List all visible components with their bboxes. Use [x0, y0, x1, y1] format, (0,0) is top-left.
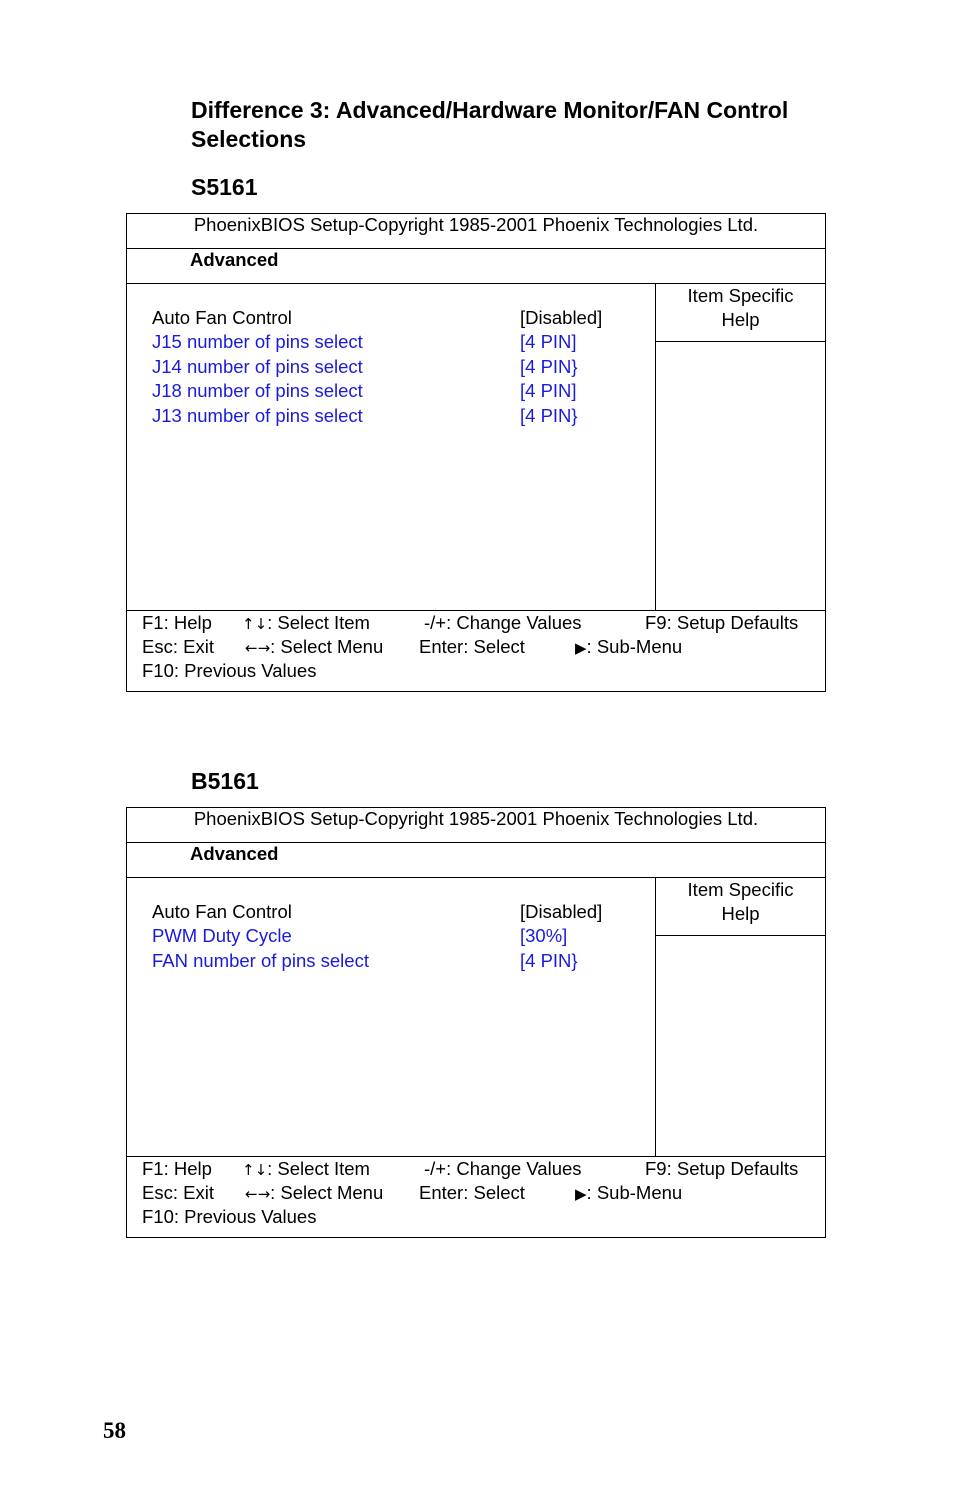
setting-auto-fan-control[interactable] — [152, 900, 652, 924]
key-f1-help: F1: Help — [142, 612, 212, 633]
help-title-line2: Help — [721, 903, 760, 924]
menu-advanced[interactable]: Advanced — [190, 843, 279, 864]
bios-title-bar — [127, 214, 825, 249]
setting-fan-pins[interactable] — [152, 949, 652, 973]
help-title-line1: Item Specific — [687, 285, 794, 306]
bios-footer — [127, 611, 825, 693]
bios-title: PhoenixBIOS Setup-Copyright 1985-2001 Phoenix Technologies Ltd. — [193, 808, 759, 829]
bios-menu-bar — [127, 249, 825, 284]
settings-panel — [127, 878, 655, 1156]
setting-label: J15 number of pins select — [152, 331, 363, 352]
bios-menu-bar — [127, 843, 825, 878]
key-select-item-label: : Select Item — [267, 612, 370, 633]
setting-value[interactable]: [4 PIN} — [520, 356, 578, 377]
key-esc-exit: Esc: Exit — [142, 1182, 214, 1203]
bios-title-bar — [127, 808, 825, 843]
key-select-item — [242, 1157, 370, 1182]
settings-panel — [127, 284, 655, 610]
key-f10-previous: F10: Previous Values — [142, 1206, 317, 1227]
setting-label: PWM Duty Cycle — [152, 925, 292, 946]
help-panel-title — [656, 878, 825, 936]
bios-screen-b5161 — [126, 807, 826, 1238]
bios-title: PhoenixBIOS Setup-Copyright 1985-2001 Phoenix Technologies Ltd. — [193, 214, 759, 235]
key-select-menu — [245, 1181, 383, 1206]
up-down-arrows-icon: ↑↓ — [242, 1161, 268, 1179]
setting-label: J18 number of pins select — [152, 380, 363, 401]
key-change-values: -/+: Change Values — [424, 1158, 582, 1179]
setting-value[interactable]: [4 PIN] — [520, 331, 577, 352]
setting-label: FAN number of pins select — [152, 950, 369, 971]
key-esc-exit: Esc: Exit — [142, 636, 214, 657]
key-change-values: -/+: Change Values — [424, 612, 582, 633]
section-heading-line2: Selections — [191, 126, 307, 152]
key-select-menu-label: : Select Menu — [270, 1182, 384, 1203]
up-down-arrows-icon: ↑↓ — [242, 615, 268, 633]
bios-footer — [127, 1157, 825, 1239]
model-label-s5161: S5161 — [191, 174, 258, 200]
setting-pwm-duty-cycle[interactable] — [152, 924, 652, 948]
key-select-item-label: : Select Item — [267, 1158, 370, 1179]
key-sub-menu-label: : Sub-Menu — [586, 1182, 683, 1203]
page-number: 58 — [103, 1418, 126, 1443]
key-select-menu — [245, 635, 383, 660]
key-enter-select: Enter: Select — [419, 1182, 525, 1203]
section-heading-line1: Difference 3: Advanced/Hardware Monitor/FAN Control — [191, 97, 789, 123]
triangle-right-icon: ▶ — [575, 1185, 587, 1203]
setting-value[interactable]: [4 PIN] — [520, 380, 577, 401]
model-label-b5161: B5161 — [191, 768, 259, 794]
key-sub-menu — [575, 1181, 682, 1206]
help-panel — [655, 878, 825, 1156]
setting-value[interactable]: [4 PIN} — [520, 405, 578, 426]
setting-value[interactable]: [Disabled] — [520, 901, 603, 922]
help-panel — [655, 284, 825, 610]
key-select-item — [242, 611, 370, 636]
setting-label: Auto Fan Control — [152, 901, 292, 922]
setting-label: J14 number of pins select — [152, 356, 363, 377]
key-f9-defaults: F9: Setup Defaults — [645, 612, 799, 633]
bios-main-area — [127, 878, 825, 1157]
help-title-line2: Help — [721, 309, 760, 330]
section-heading — [191, 96, 841, 154]
menu-advanced[interactable]: Advanced — [190, 249, 279, 270]
setting-value[interactable]: [Disabled] — [520, 307, 603, 328]
key-sub-menu — [575, 635, 682, 660]
left-right-arrows-icon: ←→ — [245, 639, 271, 657]
triangle-right-icon: ▶ — [575, 639, 587, 657]
bios-screen-s5161 — [126, 213, 826, 692]
key-enter-select: Enter: Select — [419, 636, 525, 657]
setting-j18-pins[interactable] — [152, 379, 652, 403]
left-right-arrows-icon: ←→ — [245, 1185, 271, 1203]
setting-label: J13 number of pins select — [152, 405, 363, 426]
key-f1-help: F1: Help — [142, 1158, 212, 1179]
setting-j13-pins[interactable] — [152, 404, 652, 428]
help-panel-title — [656, 284, 825, 342]
setting-j14-pins[interactable] — [152, 355, 652, 379]
setting-value[interactable]: [4 PIN} — [520, 950, 578, 971]
setting-auto-fan-control[interactable] — [152, 306, 652, 330]
key-f9-defaults: F9: Setup Defaults — [645, 1158, 799, 1179]
setting-j15-pins[interactable] — [152, 330, 652, 354]
bios-main-area — [127, 284, 825, 611]
setting-value[interactable]: [30%] — [520, 925, 568, 946]
key-select-menu-label: : Select Menu — [270, 636, 384, 657]
help-title-line1: Item Specific — [687, 879, 794, 900]
key-f10-previous: F10: Previous Values — [142, 660, 317, 681]
setting-label: Auto Fan Control — [152, 307, 292, 328]
key-sub-menu-label: : Sub-Menu — [586, 636, 683, 657]
